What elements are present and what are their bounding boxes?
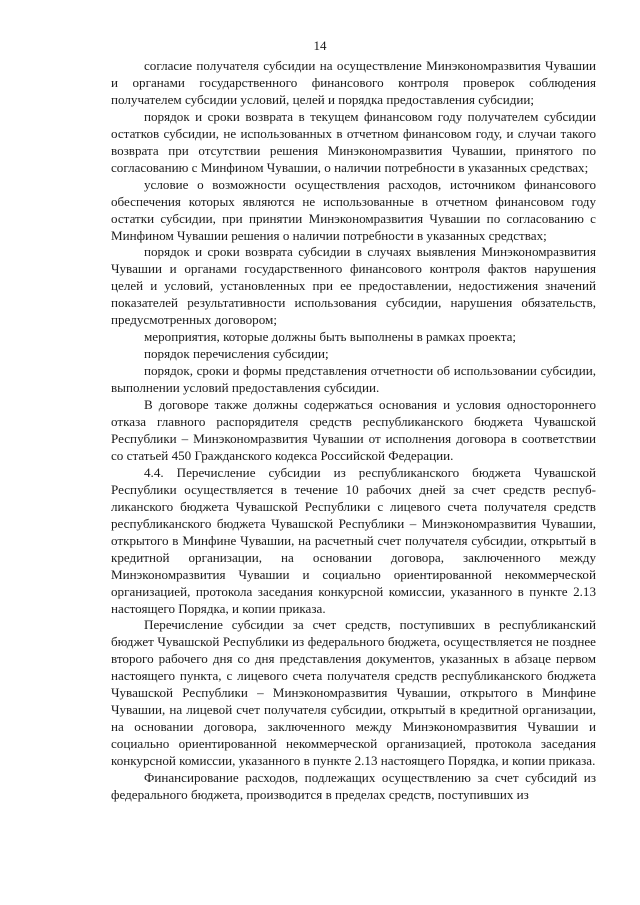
paragraph-expense-condition: условие о возможности осуществления расходов, источником финансового обеспечения которых являются не использованные в отчетном финансовом году остатки субсидии, при принятии Минэкономразвития Чувашии по согласованию с Минфином Чувашии решения о наличии потребности в указанных средствах; xyxy=(111,176,596,243)
page-number: 14 xyxy=(313,38,327,53)
paragraph-return-remainder: порядок и сроки возврата в текущем финансовом году получателем субсидии остатков субсидии, не использованных в отчетном финансовом году, и случаи такого возврата при отсутствии решения Минэкономразвития Чувашии, принятого по согласованию с Минфином Чувашии, о наличии потребности в указанных средствах; xyxy=(111,108,596,175)
paragraph-unilateral-refusal: В договоре также должны содержаться основания и условия одностороннего отказа главного распорядителя средств республиканского бюджета Чувашской Республики – Минэкономразвития Чувашии от исполнения договора в соответствии со статьей 450 Гражданского кодекса Российской Федерации. xyxy=(111,397,596,463)
paragraph-return-violations: порядок и сроки возврата субсидии в случаях выявления Минэкономразвития Чувашии и органами государственного финансового контроля фактов нарушения целей и условий, установленных при ее предоставлении, недостижения значений показателей результативности использования субсидии, нарушения обязательств, предусмотренных договором; xyxy=(111,244,596,328)
paragraph-consent-verification: согласие получателя субсидии на осуществление Минэкономразвития Чувашии и органами государственного финансового контроля проверок соблюдения получателем субсидии условий, целей и порядка предоставления субсидии; xyxy=(111,58,596,107)
paragraph-project-activities: мероприятия, которые должны быть выполнены в рамках проекта; xyxy=(144,329,517,345)
paragraph-federal-financing: Финансирование расходов, подлежащих осуществлению за счет субсидий из федерального бюджета, производится в пределах средств, поступивших из xyxy=(111,770,596,802)
paragraph-reporting: порядок, сроки и формы представления отчетности об использовании субсидии, выполнении условий предоставления субсидии. xyxy=(111,363,596,396)
paragraph-transfer-procedure: порядок перечисления субсидии; xyxy=(144,346,329,362)
paragraph-section-4-4: 4.4. Перечисление субсидии из республиканского бюджета Чувашской Республики осуществляется в течение 10 рабочих дней за счет средств республиканского бюджета Чувашской Республики с лицевого счета получателя средств республиканского бюджета Чувашской Республики – Минэкономразвития Чувашии, открытого в Минфине Чувашии, на расчетный счет получателя субсидии, открытый в кредитной организации, на основании договора, заключенного между Минэкономразвития Чувашии и социально ориентированной некоммерческой организацией, протокола заседания конкурсной комиссии, указанного в пункте 2.13 настоящего Порядка, и копии приказа. xyxy=(111,464,596,616)
paragraph-federal-transfer: Перечисление субсидии за счет средств, поступивших в республиканский бюджет Чувашской Республики из федерального бюджета, осуществляется не позднее второго рабочего дня со дня представления документов, указанных в абзаце первом настоящего пункта, с лицевого счета получателя средств республиканского бюджета Чувашской Республики – Минэкономразвития Чувашии, открытого в Минфине Чувашии, на лицевой счет получателя субсидии, открытый в кредитной организации, на основании договора, заключенного между Минэкономразвития Чувашии и социально ориентированной некоммерческой организацией, протокола заседания конкурсной комиссии, указанного в пункте 2.13 настоящего Порядка, и копии приказа. xyxy=(111,617,596,769)
document-body xyxy=(111,58,596,804)
